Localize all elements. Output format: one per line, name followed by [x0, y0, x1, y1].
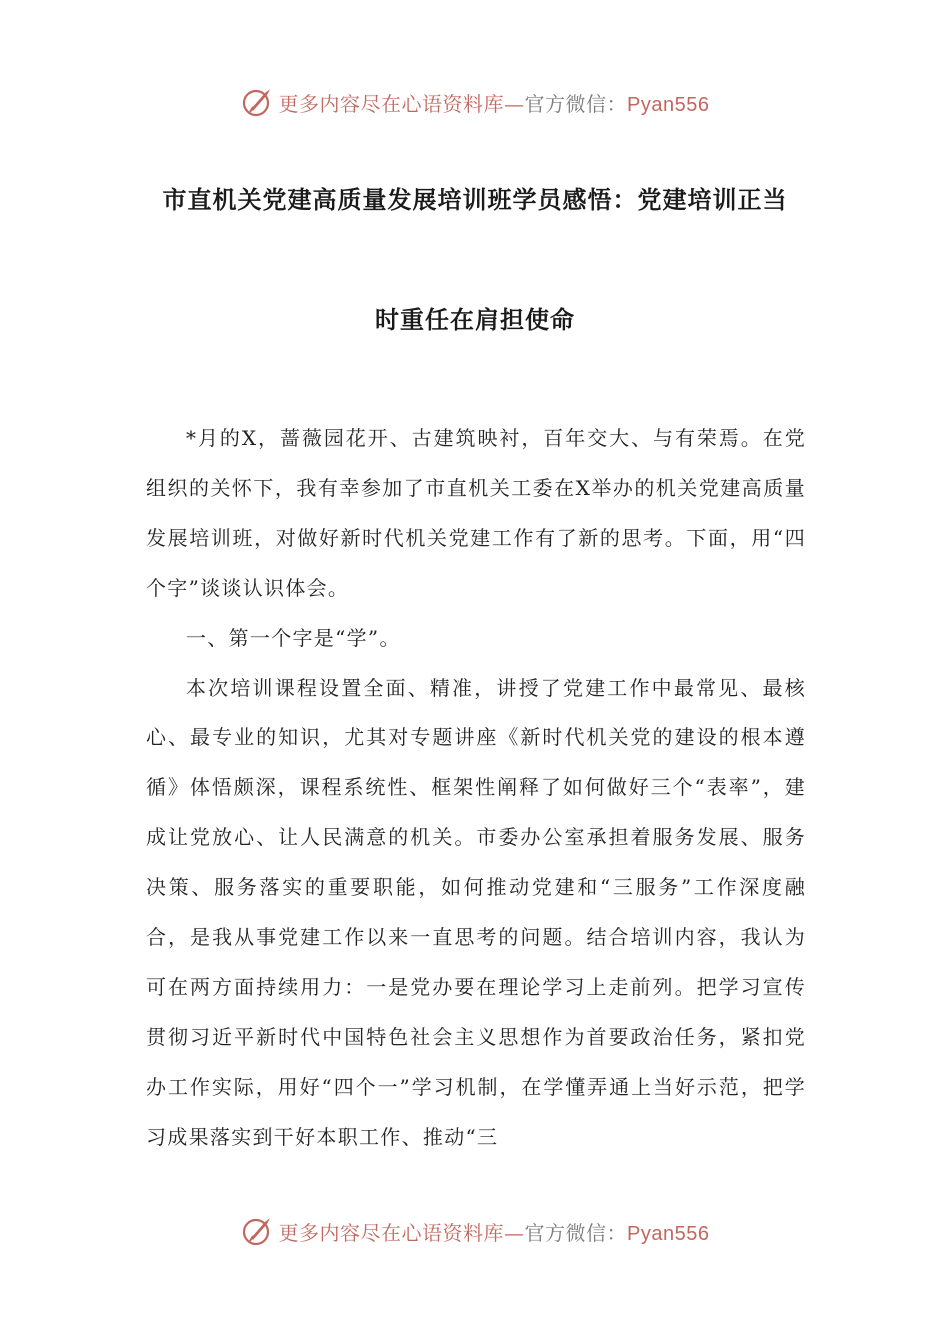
- banner-wechat-label: 官方微信：: [524, 91, 628, 116]
- banner-site-name: 更多内容尽在心语资料库: [278, 91, 505, 116]
- header-banner: [0, 82, 950, 122]
- document-body: [146, 414, 806, 1163]
- quill-logo-icon: [241, 1214, 275, 1248]
- banner-text: [279, 88, 710, 117]
- banner-dash: —: [504, 1220, 525, 1245]
- banner-dash: —: [504, 91, 525, 116]
- banner-site-name: 更多内容尽在心语资料库: [278, 1220, 505, 1245]
- footer-banner: [0, 1211, 950, 1251]
- quill-logo-icon: [241, 85, 275, 119]
- paragraph-heading-one: 一、第一个字是“学”。: [186, 625, 401, 650]
- document-title-line-2: 时重任在肩担使命: [375, 306, 575, 334]
- banner-text: [279, 1217, 710, 1246]
- paragraph-study: 本次培训课程设置全面、精准，讲授了党建工作中最常见、最核心、最专业的知识，尤其对专题讲座《新时代机关党的建设的根本遵循》体悟颇深，课程系统性、框架性阐释了如何做好三个“表率”，建成让党放心、让人民满意的机关。市委办公室承担着服务发展、服务决策、服务落实的重要职能，如何推动党建和“三服务”工作深度融合，是我从事党建工作以来一直思考的问题。结合培训内容，我认为可在两方面持续用力：一是党办要在理论学习上走前列。把学习宣传贯彻习近平新时代中国特色社会主义思想作为首要政治任务，紧扣党办工作实际，用好“四个一”学习机制，在学懂弄通上当好示范，把学习成果落实到干好本职工作、推动“三: [146, 675, 806, 1149]
- banner-wechat-id: Pyan556: [627, 93, 710, 116]
- banner-wechat-label: 官方微信：: [524, 1220, 628, 1245]
- paragraph-intro: *月的X，蔷薇园花开、古建筑映衬，百年交大、与有荣焉。在党组织的关怀下，我有幸参加了市直机关工委在X举办的机关党建高质量发展培训班，对做好新时代机关党建工作有了新的思考。下面，用“四个字”谈谈认识体会。: [146, 426, 806, 600]
- banner-wechat-id: Pyan556: [627, 1222, 710, 1245]
- document-title-line-1: 市直机关党建高质量发展培训班学员感悟：党建培训正当: [162, 186, 788, 214]
